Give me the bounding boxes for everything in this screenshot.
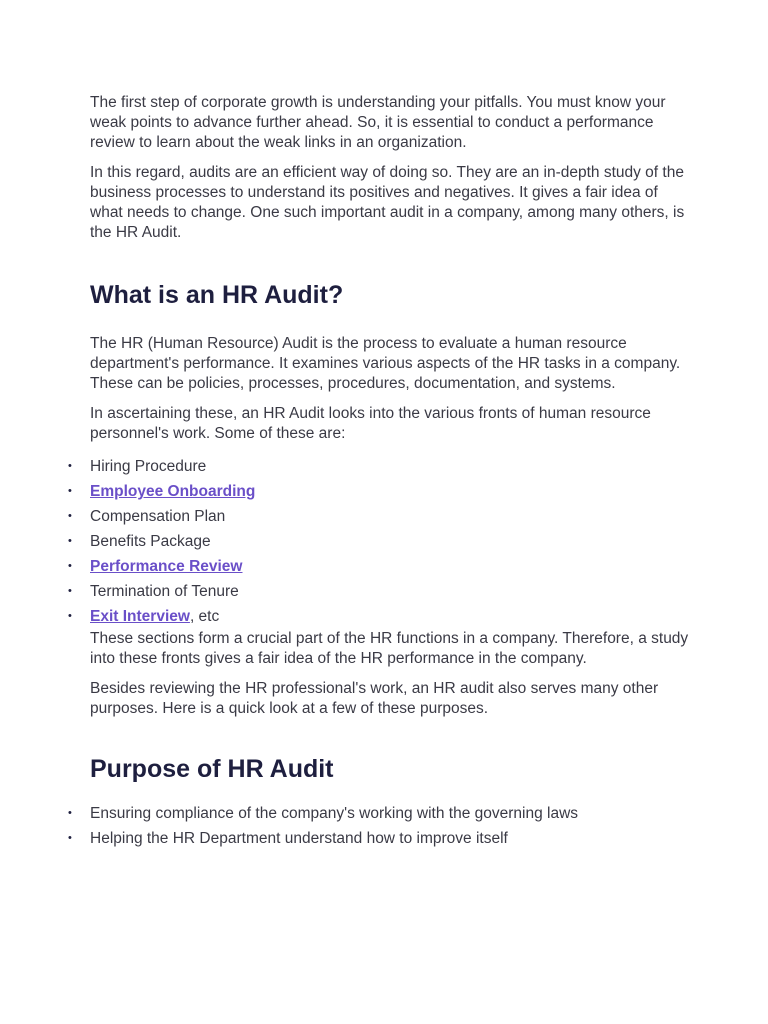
section-heading-what-is-hr-audit: What is an HR Audit? <box>90 281 344 309</box>
hr-fronts-list <box>68 454 690 629</box>
list-item-suffix: , etc <box>189 608 220 625</box>
list-item <box>68 529 690 554</box>
exit-interview-link[interactable]: Exit Interview <box>90 608 190 625</box>
section1-paragraph-4: Besides reviewing the HR professional's work, an HR audit also serves many other purposes. Here is a quick look at a few of these purposes. <box>90 680 659 717</box>
bullet-icon: • <box>68 510 72 522</box>
bullet-icon: • <box>68 832 72 844</box>
section-heading-purpose-of-hr-audit: Purpose of HR Audit <box>90 755 334 783</box>
list-item-text: Compensation Plan <box>90 508 226 525</box>
list-item <box>68 604 690 629</box>
section1-paragraph-2: In ascertaining these, an HR Audit looks into the various fronts of human resource personnel's work. Some of these are: <box>90 405 651 442</box>
list-item-text: Ensuring compliance of the company's working with the governing laws <box>90 805 579 822</box>
employee-onboarding-link[interactable]: Employee Onboarding <box>90 483 256 500</box>
purpose-list <box>68 801 690 851</box>
list-item-text: Helping the HR Department understand how to improve itself <box>90 830 508 847</box>
list-item <box>68 801 690 826</box>
section1-paragraph-3: These sections form a crucial part of the HR functions in a company. Therefore, a study into these fronts gives a fair idea of the HR performance in the company. <box>90 630 689 667</box>
bullet-icon: • <box>68 807 72 819</box>
list-item <box>68 554 690 579</box>
bullet-icon: • <box>68 535 72 547</box>
list-item <box>68 479 690 504</box>
list-item <box>68 579 690 604</box>
performance-review-link[interactable]: Performance Review <box>90 558 243 575</box>
list-item <box>68 826 690 851</box>
list-item-text: Hiring Procedure <box>90 458 207 475</box>
bullet-icon: • <box>68 485 72 497</box>
list-item-text: Benefits Package <box>90 533 211 550</box>
list-item-text: Termination of Tenure <box>90 583 239 600</box>
list-item <box>68 454 690 479</box>
section1-paragraph-1: The HR (Human Resource) Audit is the process to evaluate a human resource department's performance. It examines various aspects of the HR tasks in a company. These can be policies, processes, procedures, documentation, and systems. <box>90 335 681 392</box>
bullet-icon: • <box>68 585 72 597</box>
article-body <box>68 93 690 851</box>
list-item <box>68 504 690 529</box>
intro-paragraph-2: In this regard, audits are an efficient way of doing so. They are an in-depth study of the business processes to understand its positives and negatives. It gives a fair idea of what needs to change. One such important audit in a company, among many others, is the HR Audit. <box>90 164 685 241</box>
bullet-icon: • <box>68 560 72 572</box>
intro-paragraph-1: The first step of corporate growth is understanding your pitfalls. You must know your weak points to advance further ahead. So, it is essential to conduct a performance review to learn about the weak links in an organization. <box>90 94 666 151</box>
bullet-icon: • <box>68 610 72 622</box>
bullet-icon: • <box>68 460 72 472</box>
